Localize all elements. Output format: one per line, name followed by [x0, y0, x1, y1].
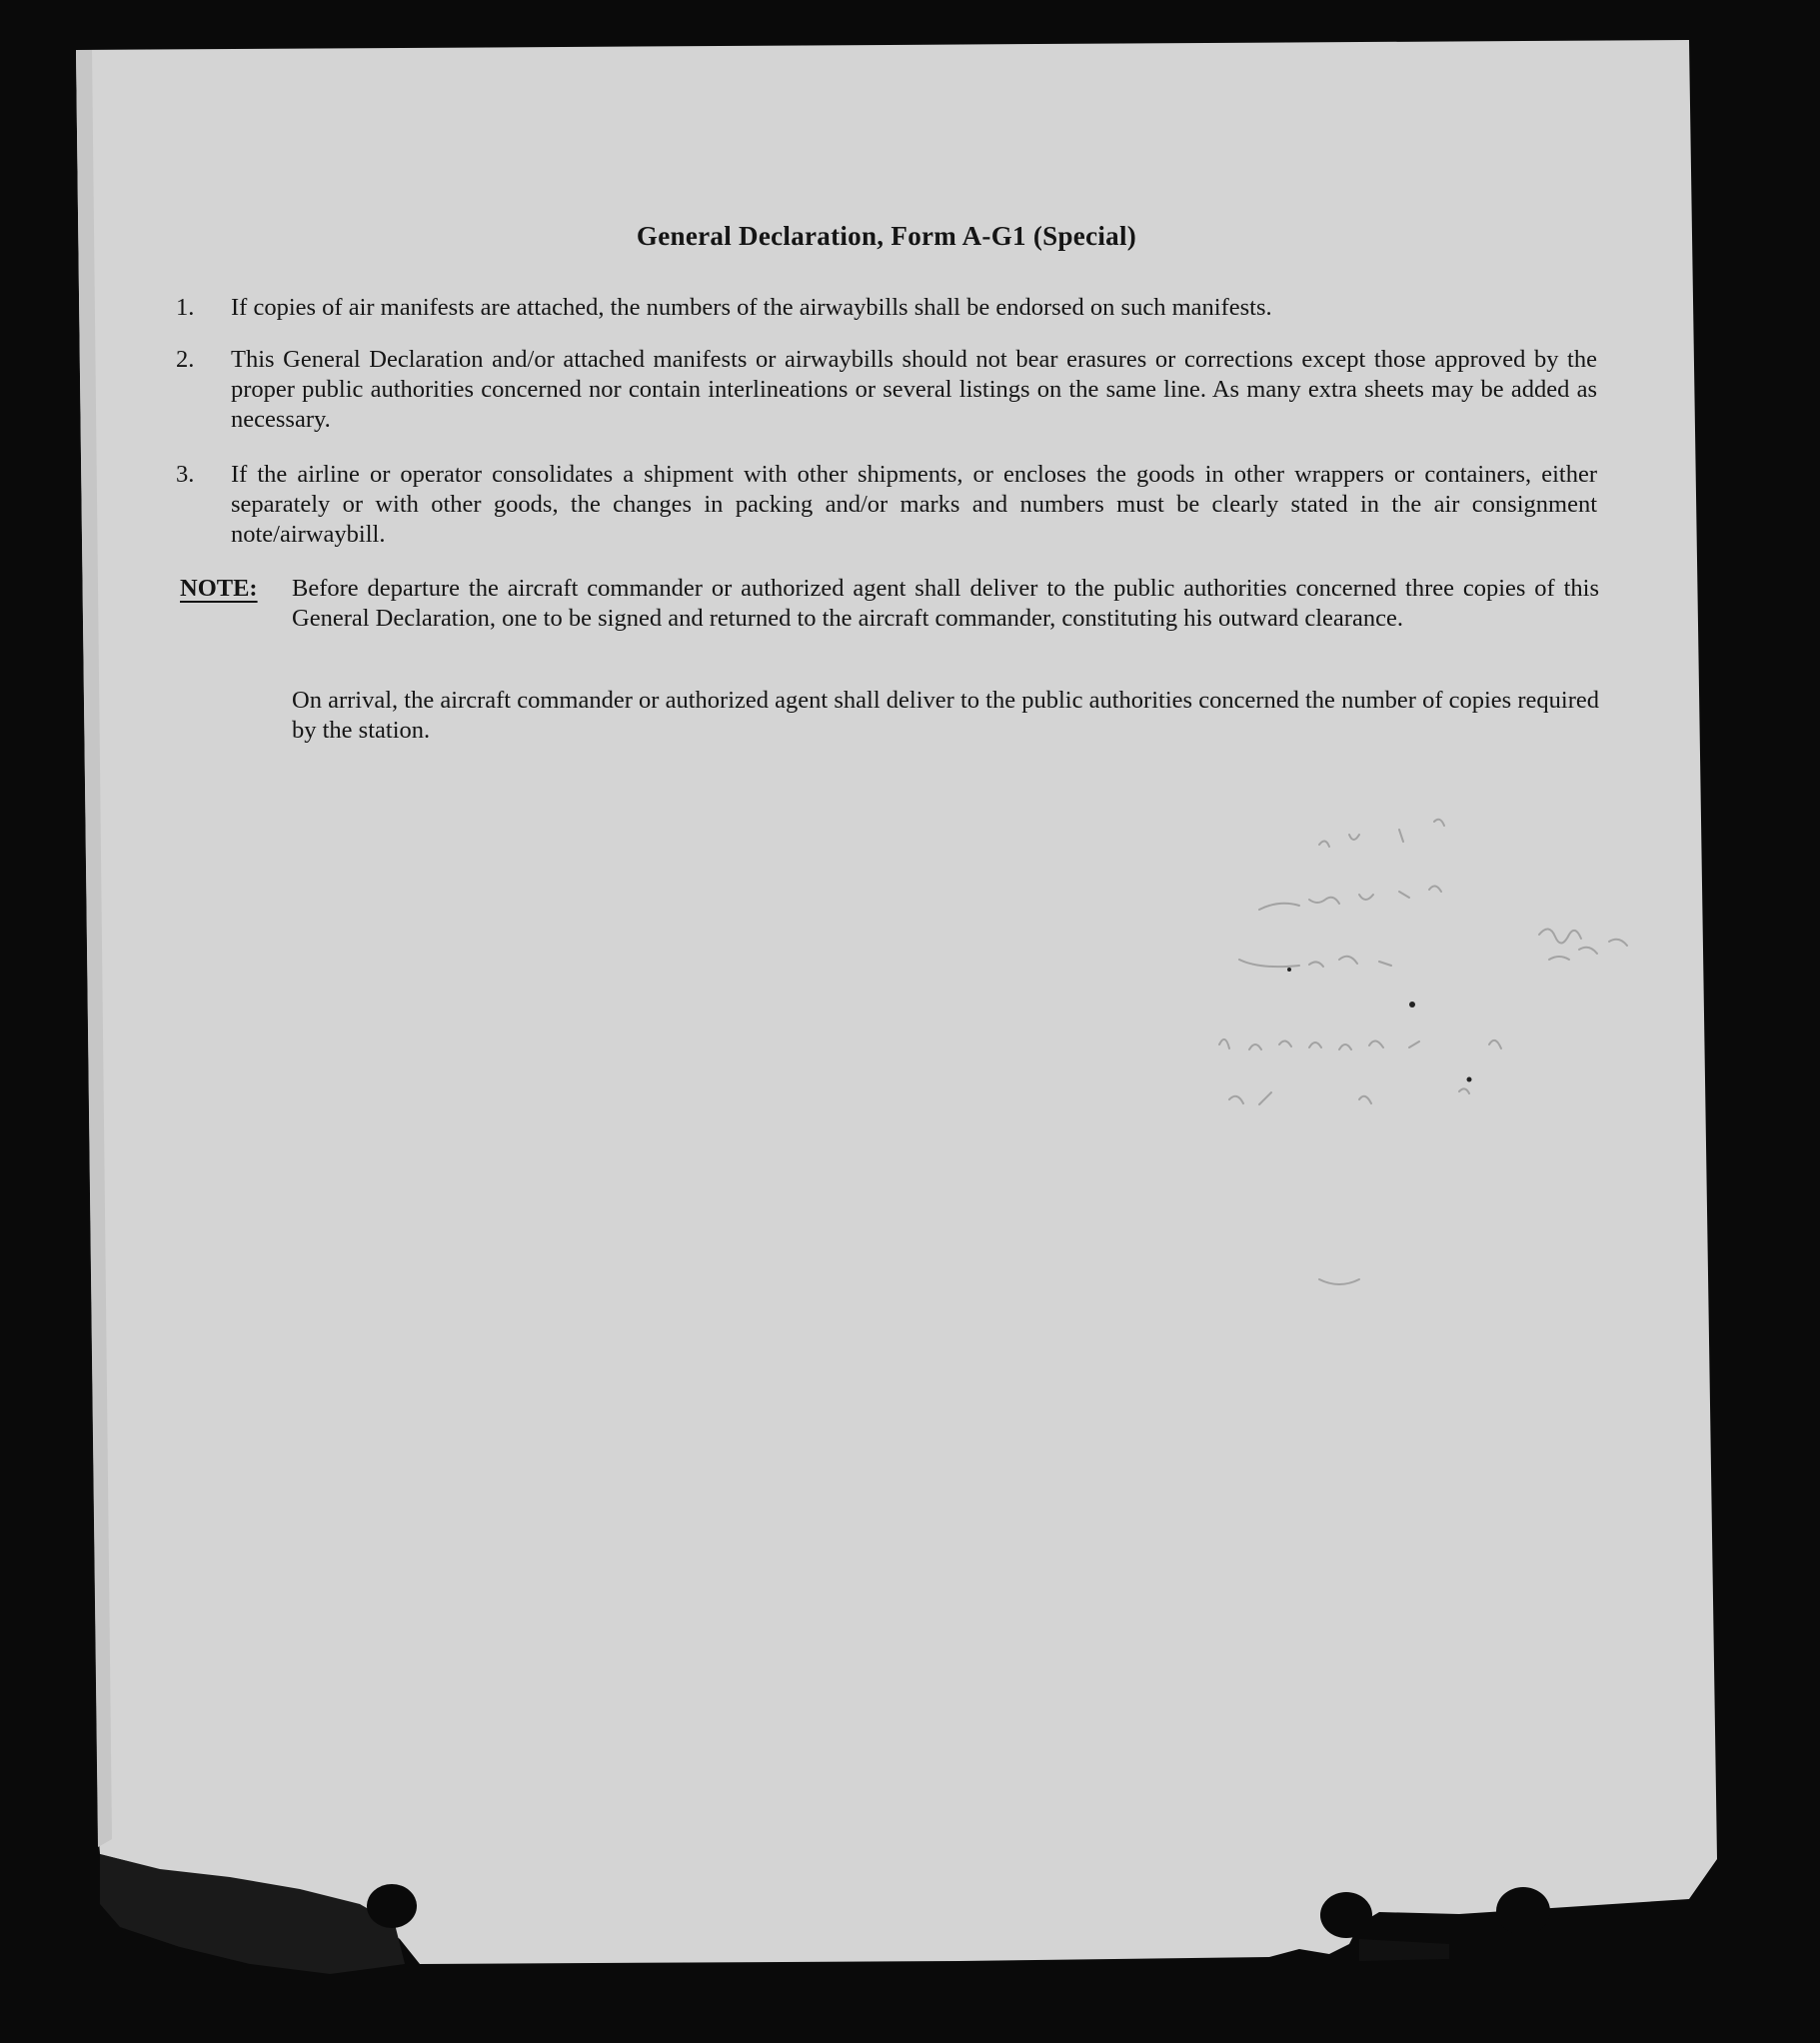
note-block — [180, 686, 1599, 746]
list-item — [176, 293, 1597, 323]
item-text: If the airline or operator consolidates a shipment with other shipments, or encloses the goods in other wrappers or containers, either separately or with other goods, the changes in packing and/or marks and numbers must be clearly stated in the air consignment note/airwaybill. — [231, 461, 1597, 548]
note-label: NOTE: — [180, 575, 258, 602]
item-text: If copies of air manifests are attached, the numbers of the airwaybills shall be endorsed on such manifests. — [231, 294, 1272, 321]
item-number: 2. — [176, 346, 195, 373]
item-number: 3. — [176, 461, 195, 488]
item-text: This General Declaration and/or attached manifests or airwaybills should not bear erasures or corrections except those approved by the proper public authorities concerned nor contain interlineations or several listings on the same line. As many extra sheets may be added as necessary. — [231, 346, 1597, 433]
list-item — [176, 460, 1597, 550]
list-item — [176, 345, 1597, 435]
note-block — [180, 574, 1599, 634]
note-paragraph: On arrival, the aircraft commander or authorized agent shall deliver to the public authorities concerned the number of copies required by the station. — [292, 687, 1599, 744]
document-title: General Declaration, Form A-G1 (Special) — [636, 221, 1137, 251]
item-number: 1. — [176, 294, 195, 321]
note-paragraph: Before departure the aircraft commander or authorized agent shall deliver to the public authorities concerned three copies of this General Declaration, one to be signed and returned to the aircraft commander, constituting his outward clearance. — [292, 575, 1599, 632]
faint-handwriting — [1199, 800, 1679, 1319]
